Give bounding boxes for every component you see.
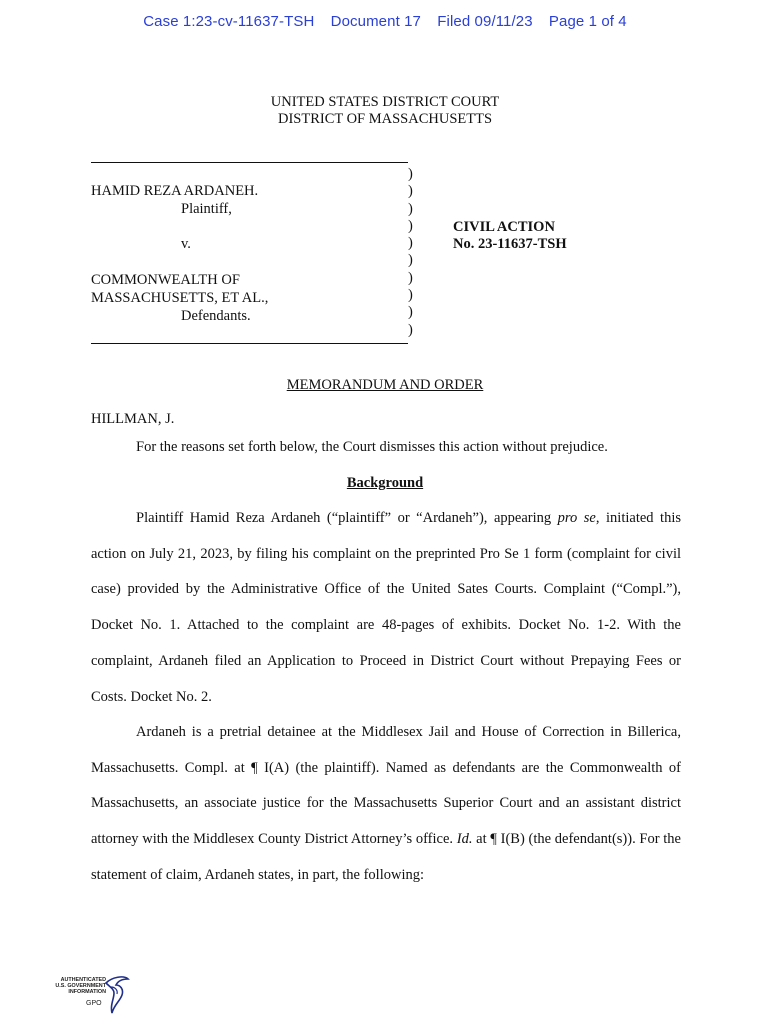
versus: v.: [181, 236, 191, 252]
gpo-logo-text: AUTHENTICATED U.S. GOVERNMENT INFORMATION: [55, 977, 106, 995]
plaintiff-role: Plaintiff,: [181, 201, 232, 217]
paragraph-2-text-b: at ¶ I(B) (the defendant(s)). For the statement of claim, Ardaneh states, in part, the following:: [91, 831, 681, 883]
document-title: MEMORANDUM AND ORDER: [286, 377, 484, 393]
page-indicator: Page 1 of 4: [548, 13, 627, 30]
gpo-authentication-logo: [46, 973, 130, 1017]
case-number: Case 1:23-cv-11637-TSH: [143, 13, 315, 30]
court-name-line2: DISTRICT OF MASSACHUSETTS: [277, 111, 493, 127]
caption-top-rule: [91, 162, 408, 163]
defendant-name-line2: MASSACHUSETTS, ET AL.,: [91, 290, 269, 306]
paragraph-1-italic: pro se: [557, 510, 596, 526]
caption-parentheses: ) ) ) ) ) ) ) ) ) ): [408, 166, 413, 338]
intro-sentence: For the reasons set forth below, the Court dismisses this action without prejudice.: [136, 439, 608, 455]
defendant-name-line1: COMMONWEALTH OF: [91, 272, 240, 288]
defendant-role: Defendants.: [181, 308, 251, 324]
paragraph-1-text-b: , initiated this action on July 21, 2023, by filing his complaint on the preprinted Pro Se 1 form (complaint for civil case) provided by the Administrative Office of the United Sates Courts. Complaint (“Compl.”), Docket No. 1. Attached to the complaint are 48-pages of exhibits. Docket No. 1-2. With the complaint, Ardaneh filed an Application to Proceed in District Court without Prepaying Fees or Costs. Docket No. 2.: [91, 510, 682, 705]
document-number: Document 17: [330, 13, 421, 30]
judge-name: HILLMAN, J.: [91, 411, 175, 427]
gpo-logo-label: GPO: [86, 1000, 102, 1007]
case-header: [0, 13, 770, 30]
case-docket-number: No. 23-11637-TSH: [453, 236, 567, 252]
eagle-icon: [102, 975, 130, 1015]
civil-action-label: CIVIL ACTION: [453, 219, 555, 235]
paragraph-2-italic: Id.: [456, 831, 473, 848]
paragraph-2-text-a: Ardaneh is a pretrial detainee at the Middlesex Jail and House of Correction in Billerica, Massachusetts. Compl. at ¶ I(A) (the plaintiff). Named as defendants are the Commonwealth of Massachusetts, an associate justice for the Massachusetts Superior Court and an assistant district attorney with the Middlesex County District Attorney’s office.: [91, 724, 681, 848]
filed-date: Filed 09/11/23: [437, 13, 533, 30]
paragraph-1-text-a: Plaintiff Hamid Reza Ardaneh (“plaintiff” or “Ardaneh”), appearing: [136, 510, 558, 526]
background-heading: Background: [346, 475, 424, 491]
plaintiff-name: HAMID REZA ARDANEH.: [91, 183, 259, 199]
paragraph-1: [91, 501, 681, 715]
caption-bottom-rule: [91, 343, 408, 344]
court-name-line1: UNITED STATES DISTRICT COURT: [270, 94, 500, 110]
paragraph-2: [91, 715, 681, 894]
